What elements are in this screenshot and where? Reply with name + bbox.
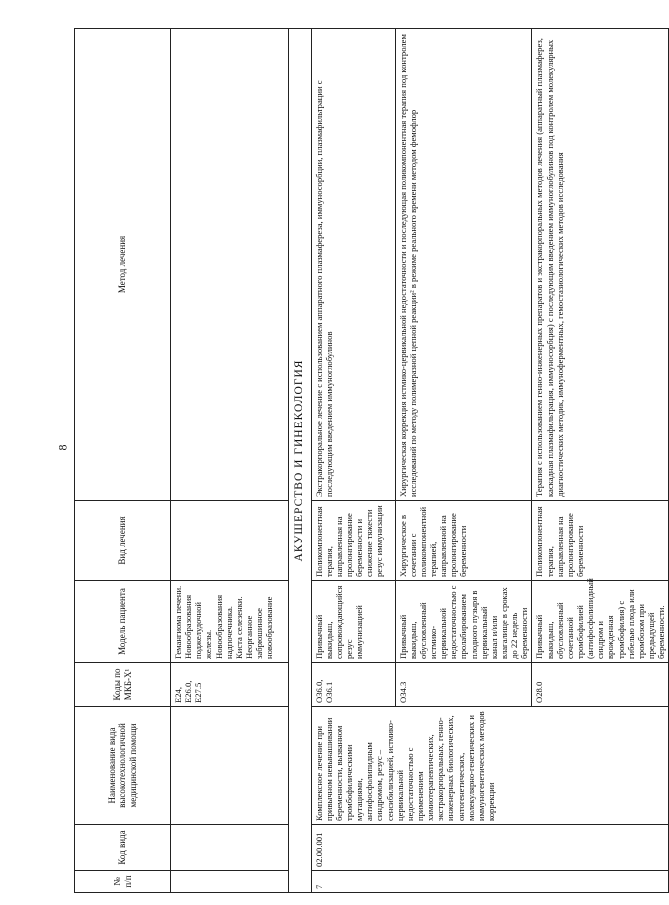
cell-type xyxy=(171,501,289,581)
section-title: АКУШЕРСТВО И ГИНЕКОЛОГИЯ xyxy=(289,29,312,893)
group-name: Комплексное лечение при привычном невынашивании беременности, вызванном тромбофилическими мутациями, антифосфолипидным синдромом, резус – сенсибилизацией, истмико-цервикальной недостаточностью с применением химиотерапевтических, экстракорпоральных, генно-инженерных биологических, онтогенетических, молекулярно-генетических и иммуногенетических методов коррекции xyxy=(311,707,669,825)
group-num: 7 xyxy=(311,871,669,893)
cell-method xyxy=(171,29,289,501)
header-name: Наименование вида высокотехнологичной медицинской помощи xyxy=(75,707,171,825)
group-code: 02.00.001 xyxy=(311,825,669,871)
header-icd: Коды по МКБ-X¹ xyxy=(75,663,171,707)
rotated-table-container xyxy=(74,29,667,893)
cell-icd: O28.0 xyxy=(532,663,669,707)
header-type: Вид лечения xyxy=(75,501,171,581)
table-header-row xyxy=(75,29,171,893)
cell-type: Хирургическое в сочетании с поликомпонентной терапией, направленной на пролонгирование беременности xyxy=(395,501,532,581)
header-method: Метод лечения xyxy=(75,29,171,501)
section-row xyxy=(289,29,312,893)
header-code: Код вида xyxy=(75,825,171,871)
cell-icd: E24, E26.0, E27.5 xyxy=(171,663,289,707)
cell-method: Экстракорпоральное лечение с использованием аппаратного плазмафереза, иммуносорбции, плазмафильтрации с последующим введением иммуноглобулинов xyxy=(311,29,395,501)
cell-method: Хирургическая коррекция истмико-цервикальной недостаточности и последующая поликомпонентная терапия под контролем исследований по методу полимеразной цепной реакции² в режиме реального времени методом фемофлор xyxy=(395,29,532,501)
cell-model: Привычный выкидыш, обусловленный истмико-цервикальной недостаточностью с пролабированием плодного пузыря в цервикальный канал и/или влагалище в сроках до 22 недель беременности xyxy=(395,581,532,663)
table-row xyxy=(171,29,289,893)
cell-type: Поликомпонентная терапия, направленная на пролонгирование беременности и снижение тяжести резус иммунизации xyxy=(311,501,395,581)
table-row xyxy=(311,29,395,893)
header-model: Модель пациента xyxy=(75,581,171,663)
cell-method: Терапия с использованием генно-инженерных препаратов и экстракорпоральных методов лечения (аппаратный плазмаферез, каскадная плазмафильтрация, иммуносорбция) с последующим введением иммуноглобулинов под контролем молекулярных диагностических методик, иммуноферментных, гемостазиологических методов исследования xyxy=(532,29,669,501)
page-number: 8 xyxy=(55,444,70,451)
cell-name xyxy=(171,707,289,825)
cell-model: Гемангиома печени. Новообразования поджелудочной железы. Новообразования надпочечника. Киста селезенки. Неорганное забрюшинное новообразование xyxy=(171,581,289,663)
cell-type: Поликомпонентная терапия, направленная на пролонгирование беременности xyxy=(532,501,669,581)
cell-num xyxy=(171,871,289,893)
cell-icd: O34.3 xyxy=(395,663,532,707)
treatment-table xyxy=(74,28,669,893)
cell-icd: O36.0, O36.1 xyxy=(311,663,395,707)
cell-model: Привычный выкидыш, сопровождающийся резус иммунизацией xyxy=(311,581,395,663)
header-num: № п/п xyxy=(75,871,171,893)
cell-model: Привычный выкидыш, обусловленный сочетанной тромбофилией (антифосфолипидный синдром и врожденная тромбофилия) с гибелью плода или тромбозом при предыдущей беременности. xyxy=(532,581,669,663)
cell-code xyxy=(171,825,289,871)
